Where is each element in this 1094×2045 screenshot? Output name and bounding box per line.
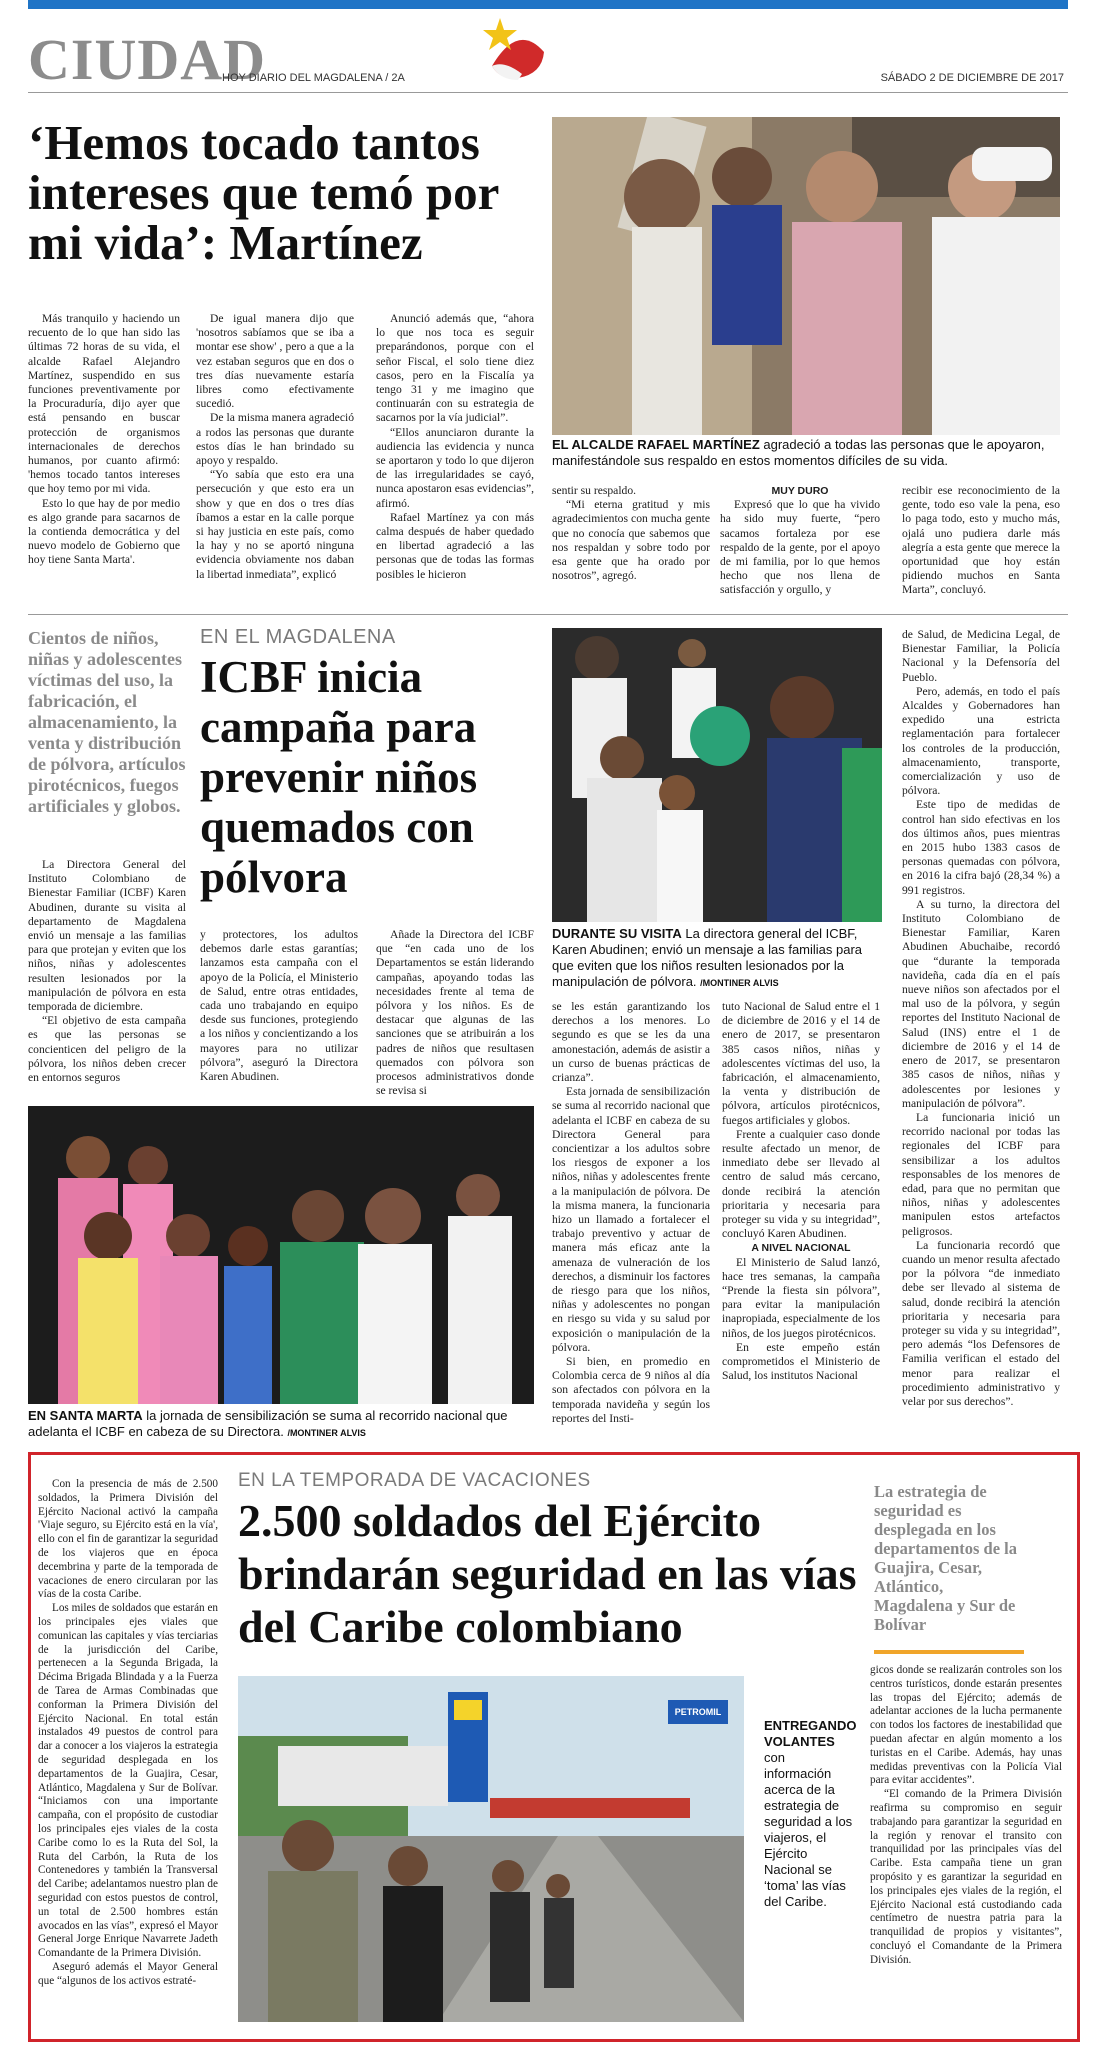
paragraph: gicos donde se realizarán controles son los centros turísticos, donde estarán presentes las tropas del Ejército; además de adelantar acciones de la lucha permanente con todos los factores de inestabilidad que puedan afectar en algún momento a los turistas en el Caribe. Además, hay unas medidas preventivas con la Policía Vial para evitar accidentes”. [870,1664,1062,1787]
paragraph: Este tipo de medidas de control han sido efectivas en los dos últimos años, pues mientras en 2015 hubo 1383 casos de personas quemadas con pólvora, en 2016 la cifra bajó (28,34 %) a 991 registros. [902,798,1060,897]
article2-column-3 [376,928,534,1098]
top-color-bar [28,0,1068,9]
paragraph: Con la presencia de más de 2.500 soldados, la Primera División del Ejército Nacional activó la campaña 'Viaje seguro, su Ejército está en la vía', ello con el fin de garantizar la seguridad de los viajeros que en época decembrina y parte de la temporada de vacaciones de enero circularan por las vías de la costa Caribe. [38,1478,218,1601]
paragraph: y protectores, los adultos debemos darle estas garantías; lanzamos esta campaña con el apoyo de la Policía, el Ministerio de Salud, entre otras entidades, cada uno trabajando en equipo desde sus funciones, protegiendo a los niños y concientizando a los mayores para no utilizar pólvora”, aseguró la Directora Karen Abudinen. [200,928,358,1084]
caption-text: La directora general del ICBF, Karen Abudinen; envió un mensaje a las familias para que eviten que los niños resulten lesionados por la manipulación de pólvora. [552,926,863,989]
paragraph: Expresó que lo que ha vivido ha sido muy fuerte, “pero sacamos fortaleza por ese respaldo de la gente, por el apoyo de mi familia, por lo que hemos hecho que nos llena de satisfacción y orgullo, y [720,498,880,597]
article2-caption-2 [28,1408,538,1441]
article1-column-5 [720,484,880,598]
article3-column-3 [870,1664,1062,1968]
issue-date: SÁBADO 2 DE DICIEMBRE DE 2017 [880,72,1064,84]
paragraph: La Directora General del Instituto Colombiano de Bienestar Familiar (ICBF) Karen Abudinen, durante su visita al departamento de Magdalena envió un mensaje a las familias para que protejan y eviten que los niños, niñas y adolescentes resulten lesionados por la manipulación de pólvora en esta temporada de diciembre. [28,858,186,1014]
mayor-crowd-photo [552,117,1060,435]
paragraph: Esto lo que hay de por medio es algo grande para sacarnos de la contienda democrática y del nuevo modelo de Gobierno que hoy tiene Santa Marta'. [28,496,180,567]
section-title: CIUDAD [28,27,266,92]
article1-caption [552,437,1060,469]
paragraph: De igual manera dijo que 'nosotros sabíamos que se iba a montar ese show' , pero a que a la vez estaban seguros que en dos o tres días nuevamente estaría libres como efectivamente sucedió. [196,312,354,411]
paragraph: de Salud, de Medicina Legal, de Bienestar Familiar, la Policía Nacional y la Defensoría del Pueblo. [902,628,1060,684]
paragraph: se les están garantizando los derechos a los menores. Lo segundo es que se les da una amonestación, además de asistir a un curso de buenas prácticas de crianza”. [552,1000,710,1085]
article2-column-5 [722,1000,880,1383]
subhead: MUY DURO [771,485,829,497]
photo-credit: /MONTINER ALVIS [700,978,779,988]
paragraph: Rafael Martínez ya con más calma después de haber quedado en libertad agradeció a las personas que de todas las formas posibles le hicieron [376,510,534,581]
section-divider [28,614,1068,615]
article3-caption [764,1718,857,1910]
caption-text: agradeció a todas las personas que le apoyaron, manifestándole sus respaldo en estos momentos difíciles de su vida. [552,437,1045,468]
caption-lead: EL ALCALDE RAFAEL MARTÍNEZ [552,437,760,452]
article1-headline: ‘Hemos tocado tantos intereses que temó por mi vida’: Martínez [28,115,499,270]
paragraph: Más tranquilo y haciendo un recuento de lo que han sido las últimas 72 horas de su vida, el alcalde Rafael Alejandro Martínez, suspendido en sus funciones preventivamente por la Procuraduría, dijo ayer que está pensando en buscar protección de organismos internacionales de derechos humanos, por cuanto afirmó: 'hemos tocado tantos intereses que hoy temo por mi vida. [28,312,180,496]
paragraph: En este empeño están comprometidos el Ministerio de Salud, los institutos Nacional [722,1340,880,1383]
paragraph: “Mi eterna gratitud y mis agradecimientos con mucha gente que no conocía que sabemos que nos respaldan y sobre todo por esa gente que ha orado por nosotros”, agregó. [552,498,710,583]
paragraph: “El objetivo de esta campaña es que las personas se concienticen del peligro de la pólvora, los niños deben crecer en entornos seguros [28,1014,186,1085]
paragraph: “Ellos anunciaron durante la audiencia las evidencia y nunca se aportaron y todo lo que dijeron de las irregularidades se cayó, nunca apostaron esas evidencias”, afirmó. [376,425,534,510]
paper-folio: HOY DIARIO DEL MAGDALENA / 2A [222,72,405,84]
christmas-star-logo [482,14,554,88]
paragraph: La funcionaria inició un recorrido nacional por todas las regionales del ICBF para sensibilizar a los adultos responsables de los menores de edad, para que no permitan que niños, niñas y adolescentes manipulen estos artefactos peligrosos. [902,1110,1060,1238]
paragraph: Pero, además, en todo el país Alcaldes y Gobernadores han expedido una estricta reglamentación para fortalecer los controles de la producción, almacenamiento, transporte, comercialización y uso de pólvora. [902,684,1060,798]
article2-kicker: EN EL MAGDALENA [200,626,396,648]
paragraph: El Ministerio de Salud lanzó, hace tres semanas, la campaña “Prende la fiesta sin pólvora”, para evitar la manipulación inapropiada, especialmente de los niños, de los juegos pirotécnicos. [722,1255,880,1340]
santa-marta-children-photo [28,1106,534,1404]
caption-text: la jornada de sensibilización se suma al recorrido nacional que adelanta el ICBF en cabeza de su Directora. [28,1408,508,1439]
article2-column-2 [200,928,358,1084]
article1-column-4 [552,484,710,583]
article1-column-3 [376,312,534,582]
header-rule [28,92,1068,93]
paragraph: A su turno, la directora del Instituto Colombiano de Bienestar Familiar, Karen Abudinen Abuchaibe, recordó que “durante la temporada navideña, cada día en el país nueve niños son afectados por el mal uso de la pólvora, y según reportes del Instituto Nacional de Salud (INS) entre el 1 de diciembre de 2016 y el 14 de enero de 2017, se presentaron 385 casos de niños, niñas y adolescentes por lesiones y manipulación de pólvora”. [902,897,1060,1110]
article3-headline: 2.500 soldados del Ejército brindarán seguridad en las vías del Caribe colombiano [238,1495,857,1652]
article2-column-6 [902,628,1060,1409]
article2-caption-1 [552,926,884,991]
petromil-sign: PETROMIL [668,1700,728,1724]
paragraph: sentir su respaldo. [552,484,637,497]
caption-lead: ENTREGANDO VOLANTES [764,1718,857,1749]
subhead: A NIVEL NACIONAL [751,1242,851,1255]
paragraph: “Yo sabía que esto era una persecución y que esto era un show y que en dos o tres días íbamos a estar en la calle porque si hay justicia en este país, como la hay y no se aportó ninguna evidencia obviamente nos daban la libertad inmediata”, explicó [196,468,354,581]
paragraph: Esta jornada de sensibilización se suma al recorrido nacional que adelanta el ICBF en cabeza de su Directora General para concientizar a los adultos sobre los riesgos de exponer a los niños, niñas y adolescentes frente a la manipulación de pólvora. De la misma manera, la funcionaria hizo un llamado a fortalecer el trabajo preventivo y actuar de manera más eficaz ante la amenaza de vulneración de los derechos, a disminuir los factores de riesgo para que los niños, niñas y adolescentes no pongan en riesgo su vida y su salud por exposición o manipulación de la pólvora. [552,1085,710,1354]
pullquote-accent-bar [874,1650,1024,1654]
caption-text: con información acerca de la estrategia de seguridad a los viajeros, el Ejército Nacional se ‘toma’ las vías del Caribe. [764,1750,853,1909]
caption-lead: DURANTE SU VISITA [552,926,682,941]
article2-column-1 [28,858,186,1085]
paragraph: Los miles de soldados que estarán en los principales ejes viales que comunican las capitales y vías terciarias de la jurisdicción del Caribe, pertenecen a la Segunda Brigada, la Décima Brigada Blindada y a la Fuerza de Tarea de Armas Combinadas que conforman la Primera División del Ejército Nacional. En total están instalados 49 puestos de control para dar a conocer a los viajeros la estrategia de seguridad desplegada en los departamentos de la Guajira, Cesar, Atlántico, Magdalena y Sur de Bolívar. “Iniciamos con una importante campaña, con el propósito de custodiar los principales ejes viales de la costa Caribe como lo es la Ruta del Sol, la Ruta del Carbón, la Ruta de los Contenedores y también la Transversal del Caribe; adelantamos nuestro plan de seguridad con estos puestos de control, un total de 2.500 hombres están avocados en las vías”, expresó el Mayor General Jorge Enrique Navarrete Jadeth Comandante de la Primera División. [38,1602,218,1960]
article1-column-1 [28,312,180,568]
paragraph: Añade la Directora del ICBF que “en cada uno de los Departamentos se están liderando campañas, apoyando todas las necesidades frente al tema de pólvora y los niños. Es de destacar que algunas de las sanciones que se atribuirán a los padres de niños que resultasen quemados con pólvora son procesos administrativos donde se revisa si [376,928,534,1098]
paragraph: Frente a cualquier caso donde resulte afectado un menor, de inmediato debe ser llevado al centro de salud más cercano, donde recibirá la atención prioritaria y necesaria para proteger su vida y su integridad”, concluyó Karen Abudinen. [722,1127,880,1241]
caption-lead: EN SANTA MARTA [28,1408,143,1423]
photo-credit: /MONTINER ALVIS [287,1428,366,1438]
article2-column-4 [552,1000,710,1426]
article1-column-6 [902,484,1060,598]
article2-pullquote: Cientos de niños, niñas y adolescentes víctimas del uso, la fabricación, el almacenamiento, la venta y distribución de pólvora, artículos pirotécnicos, fuegos artificiales y globos. [28,628,186,816]
paragraph: Anunció además que, “ahora lo que nos toca es seguir preparándonos, porque con el señor Fiscal, el solo tiene diez casos, pero en la Fiscalía ya tengo 31 y me imagino que continuarán con su estrategia de sacarnos por la vía judicial”. [376,312,534,425]
article3-kicker: EN LA TEMPORADA DE VACACIONES [238,1470,591,1491]
soldiers-road-photo [238,1676,744,2022]
paragraph: De la misma manera agradeció a rodos las personas que durante estos días le han brindado su apoyo y respaldo. [196,411,354,468]
article3-pullquote: La estrategia de seguridad es desplegada en los departamentos de la Guajira, Cesar, Atlántico, Magdalena y Sur de Bolívar [874,1482,1017,1634]
paragraph: La funcionaria recordó que cuando un menor resulta afectado por la pólvora “de inmediato debe ser llevado al sistema de salud, donde recibirá la atención prioritaria y necesaria para proteger su vida y su integridad”, pero además “los Defensores de Familia verifican el estado del menor para realizar el procedimiento administrativo y velar por sus derechos”. [902,1238,1060,1408]
article1-column-2 [196,312,354,582]
paragraph: “El comando de la Primera División reafirma su compromiso en seguir trabajando para garantizar la seguridad en la región y renovar el transito con tranquilidad por las principales vías del Caribe. Esta campaña tiene un gran propósito y es garantizar la seguridad en los principales ejes viales de la región, el Ejército Nacional está custodiando cada centímetro de nuestra patria para la tranquilidad de propios y visitantes”, concluyó el Comandante de la Primera División. [870,1788,1062,1966]
article2-headline: ICBF inicia campaña para prevenir niños quemados con pólvora [200,652,478,902]
paragraph: tuto Nacional de Salud entre el 1 de diciembre de 2016 y el 14 de enero de 2017, se presentaron 385 casos niños, niñas y adolescentes víctimas del uso, la fabricación, el almacenamiento, la venta y distribución de pólvora, artículos pirotécnicos, fuegos artificiales y globos. [722,1000,880,1127]
icbf-visit-photo [552,628,882,922]
paragraph: Si bien, en promedio en Colombia cerca de 9 niños al día son afectados con pólvora en la temporada navideña y según los reportes del Insti- [552,1355,710,1425]
paragraph: Aseguró además el Mayor General que “algunos de los activos estraté- [38,1960,218,1987]
article3-column-1 [38,1478,218,1988]
paragraph: recibir ese reconocimiento de la gente, todo eso vale la pena, eso lo paga todo, esto y mucho más, ojalá uno pudiera darle más alegría a esta gente que merece la oportunidad que hoy están pidiendo muchos en Santa Marta”, concluyó. [902,484,1060,597]
